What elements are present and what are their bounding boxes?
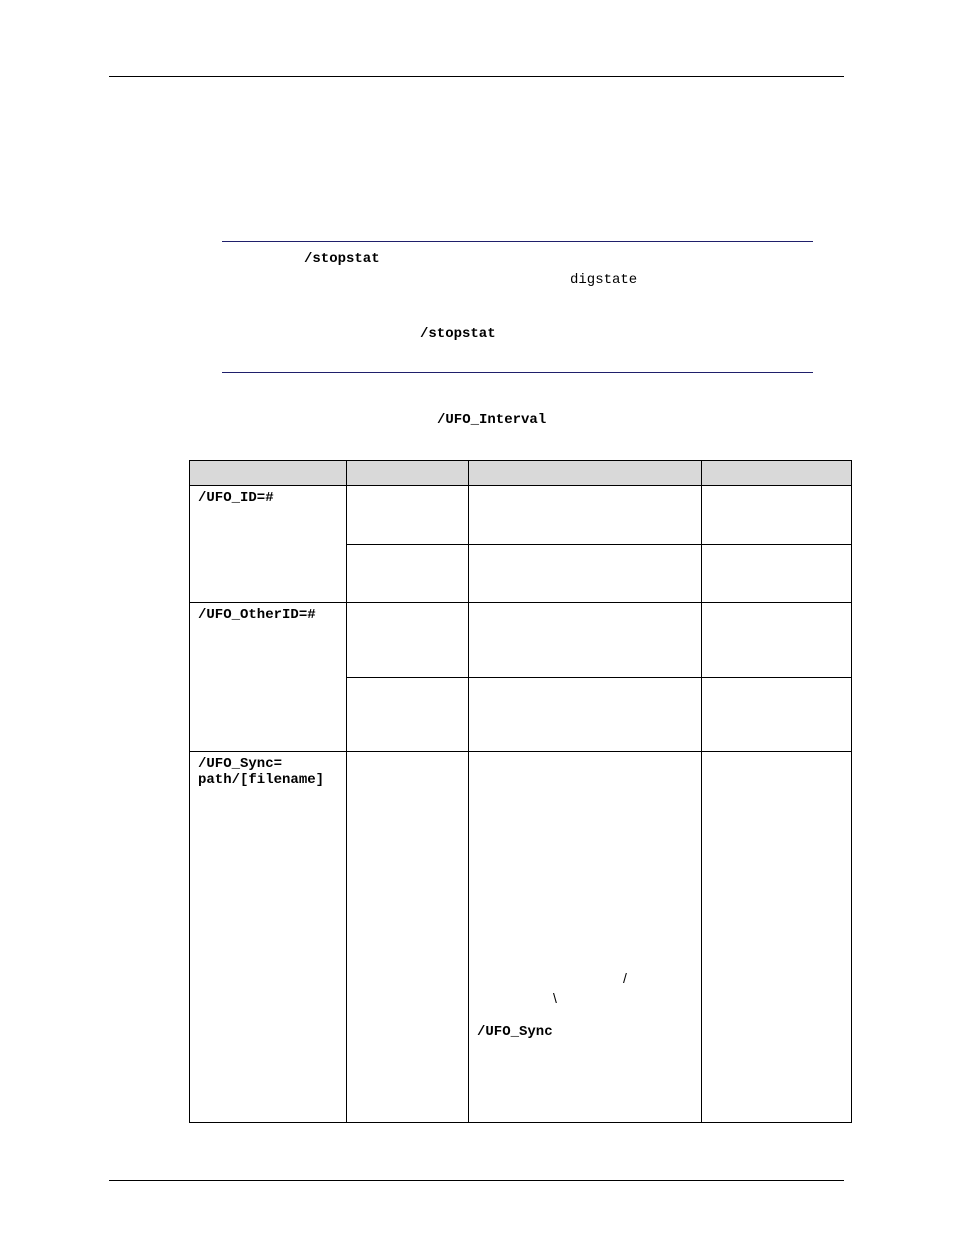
table-cell <box>702 603 852 678</box>
header-rule <box>109 76 844 77</box>
param-line-2: path/[filename] <box>198 772 325 788</box>
table-cell <box>347 603 469 678</box>
footer-rule <box>109 1180 844 1181</box>
table-row <box>190 752 852 1123</box>
table-cell <box>347 752 469 1123</box>
note-box <box>222 241 813 373</box>
note-stopstat-command-2: /stopstat <box>420 326 496 342</box>
note-stopstat-command: /stopstat <box>304 251 380 267</box>
table-cell <box>702 678 852 752</box>
ufo-sync-command: /UFO_Sync <box>477 1024 553 1040</box>
table-cell <box>347 678 469 752</box>
table-cell <box>347 486 469 545</box>
table-cell <box>469 678 702 752</box>
table-row <box>190 603 852 678</box>
param-line-1: /UFO_Sync= <box>198 756 283 772</box>
table-cell <box>347 545 469 603</box>
sync-description-cell <box>469 752 702 1123</box>
table-row <box>190 486 852 545</box>
param-cell-ufo-sync <box>190 752 347 1123</box>
param-cell-ufo-id: /UFO_ID=# <box>190 486 347 603</box>
table-cell <box>469 545 702 603</box>
section-command: /UFO_Interval <box>437 412 547 428</box>
table-cell <box>469 603 702 678</box>
table-cell <box>702 486 852 545</box>
header-cell-3 <box>469 461 702 486</box>
table-cell <box>702 752 852 1123</box>
parameters-table <box>189 460 852 1123</box>
table-cell <box>469 486 702 545</box>
header-cell-4 <box>702 461 852 486</box>
table-header-row <box>190 461 852 486</box>
header-cell-1 <box>190 461 347 486</box>
header-cell-2 <box>347 461 469 486</box>
backslash-glyph: \ <box>553 990 557 1006</box>
note-digstate-code: digstate <box>570 272 638 288</box>
param-cell-ufo-otherid: /UFO_OtherID=# <box>190 603 347 752</box>
slash-glyph: / <box>623 970 627 986</box>
table-cell <box>702 545 852 603</box>
